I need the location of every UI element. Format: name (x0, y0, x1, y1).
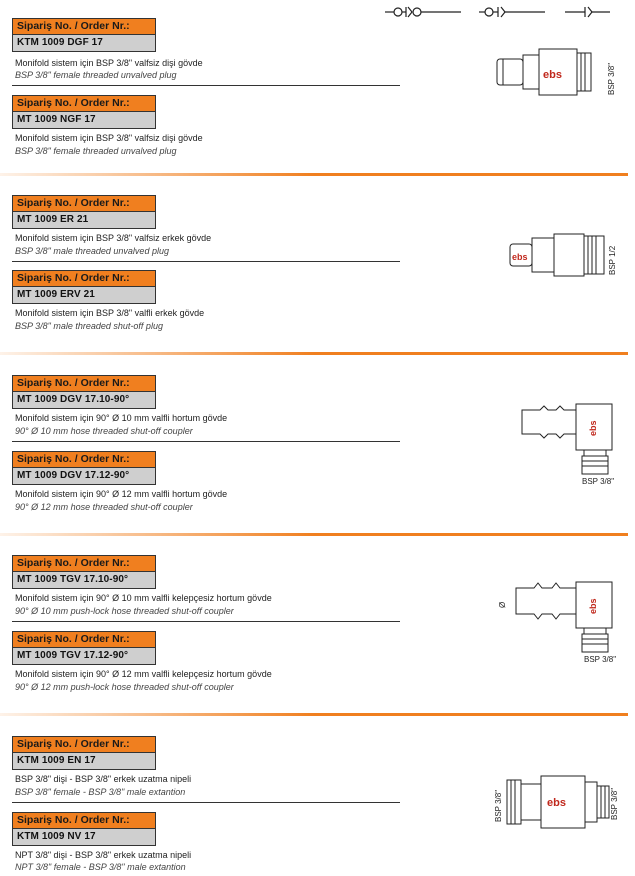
order-label: Sipariş No. / Order Nr.: (12, 270, 156, 287)
product-drawing (495, 45, 605, 105)
description-en: NPT 3/8" female - BSP 3/8" male extantion (15, 862, 186, 872)
product-code: KTM 1009 EN 17 (12, 753, 156, 770)
bsp-label: BSP 3/8" (582, 477, 615, 486)
product-code: MT 1009 TGV 17.12-90° (12, 648, 156, 665)
bsp-label-left: BSP 3/8" (494, 789, 503, 822)
divider-rule (12, 261, 400, 262)
description-tr: Monifold sistem için BSP 3/8" valfsiz erkek gövde (15, 233, 212, 243)
order-label: Sipariş No. / Order Nr.: (12, 736, 156, 753)
product-drawing (510, 578, 620, 656)
brand-logo: ebs (588, 598, 598, 614)
description-tr: Monifold sistem için 90° Ø 10 mm valfli kelepçesiz hortum gövde (15, 593, 272, 603)
product-code: KTM 1009 NV 17 (12, 829, 156, 846)
description-en: BSP 3/8" female threaded unvalved plug (15, 70, 177, 80)
order-label: Sipariş No. / Order Nr.: (12, 195, 156, 212)
product-drawing (508, 230, 608, 282)
product-drawing (505, 772, 613, 832)
coupling-half-symbol (479, 7, 545, 17)
description-tr: Monifold sistem için 90° Ø 12 mm valfli kelepçesiz hortum gövde (15, 669, 272, 679)
section-separator (0, 352, 628, 356)
description-en: 90° Ø 10 mm hose threaded shut-off coupler (15, 426, 193, 436)
section-separator (0, 713, 628, 717)
bsp-label: BSP 3/8" (584, 655, 617, 664)
description-en: BSP 3/8" male threaded shut-off plug (15, 321, 163, 331)
order-label: Sipariş No. / Order Nr.: (12, 95, 156, 112)
order-label: Sipariş No. / Order Nr.: (12, 555, 156, 572)
description-tr: Monifold sistem için BSP 3/8" valfsiz dişi gövde (15, 58, 203, 68)
description-tr: NPT 3/8" dişi - BSP 3/8" erkek uzatma nipeli (15, 850, 192, 860)
order-label: Sipariş No. / Order Nr.: (12, 18, 156, 35)
product-code: MT 1009 DGV 17.12-90° (12, 468, 156, 485)
brand-logo: ebs (547, 797, 566, 809)
description-en: 90° Ø 12 mm hose threaded shut-off coupler (15, 502, 193, 512)
brand-logo: ebs (588, 420, 598, 436)
description-en: 90° Ø 10 mm push-lock hose threaded shut-off coupler (15, 606, 234, 616)
product-code: MT 1009 ERV 21 (12, 287, 156, 304)
description-en: BSP 3/8" female threaded unvalved plug (15, 146, 177, 156)
description-tr: Monifold sistem için BSP 3/8" valfsiz dişi gövde (15, 133, 203, 143)
order-label: Sipariş No. / Order Nr.: (12, 451, 156, 468)
product-code: MT 1009 DGV 17.10-90° (12, 392, 156, 409)
order-label: Sipariş No. / Order Nr.: (12, 812, 156, 829)
bsp-label-right: BSP 3/8" (610, 787, 619, 820)
description-en: 90° Ø 12 mm push-lock hose threaded shut-off coupler (15, 682, 234, 692)
product-drawing (518, 400, 618, 478)
description-tr: Monifold sistem için 90° Ø 10 mm valfli hortum gövde (15, 413, 228, 423)
coupling-symbols (385, 4, 610, 20)
product-code: KTM 1009 DGF 17 (12, 35, 156, 52)
product-code: MT 1009 TGV 17.10-90° (12, 572, 156, 589)
product-code: MT 1009 ER 21 (12, 212, 156, 229)
divider-rule (12, 85, 400, 86)
product-code: MT 1009 NGF 17 (12, 112, 156, 129)
description-tr: Monifold sistem için 90° Ø 12 mm valfli hortum gövde (15, 489, 228, 499)
section-separator (0, 533, 628, 537)
description-en: BSP 3/8" female - BSP 3/8" male extantion (15, 787, 186, 797)
divider-rule (12, 802, 400, 803)
diameter-label: Ø (498, 601, 507, 608)
coupling-valved-symbol (385, 7, 461, 17)
divider-rule (12, 621, 400, 622)
brand-logo: ebs (512, 252, 528, 262)
brand-logo: ebs (543, 69, 562, 81)
order-label: Sipariş No. / Order Nr.: (12, 375, 156, 392)
section-separator (0, 173, 628, 177)
order-label: Sipariş No. / Order Nr.: (12, 631, 156, 648)
description-en: BSP 3/8" male threaded unvalved plug (15, 246, 169, 256)
description-tr: Monifold sistem için BSP 3/8" valfli erkek gövde (15, 308, 205, 318)
coupling-unvalved-symbol (565, 7, 610, 17)
description-tr: BSP 3/8" dişi - BSP 3/8" erkek uzatma nipeli (15, 774, 192, 784)
divider-rule (12, 441, 400, 442)
bsp-label: BSP 3/8" (607, 62, 616, 95)
bsp-label: BSP 1/2 (608, 245, 617, 275)
